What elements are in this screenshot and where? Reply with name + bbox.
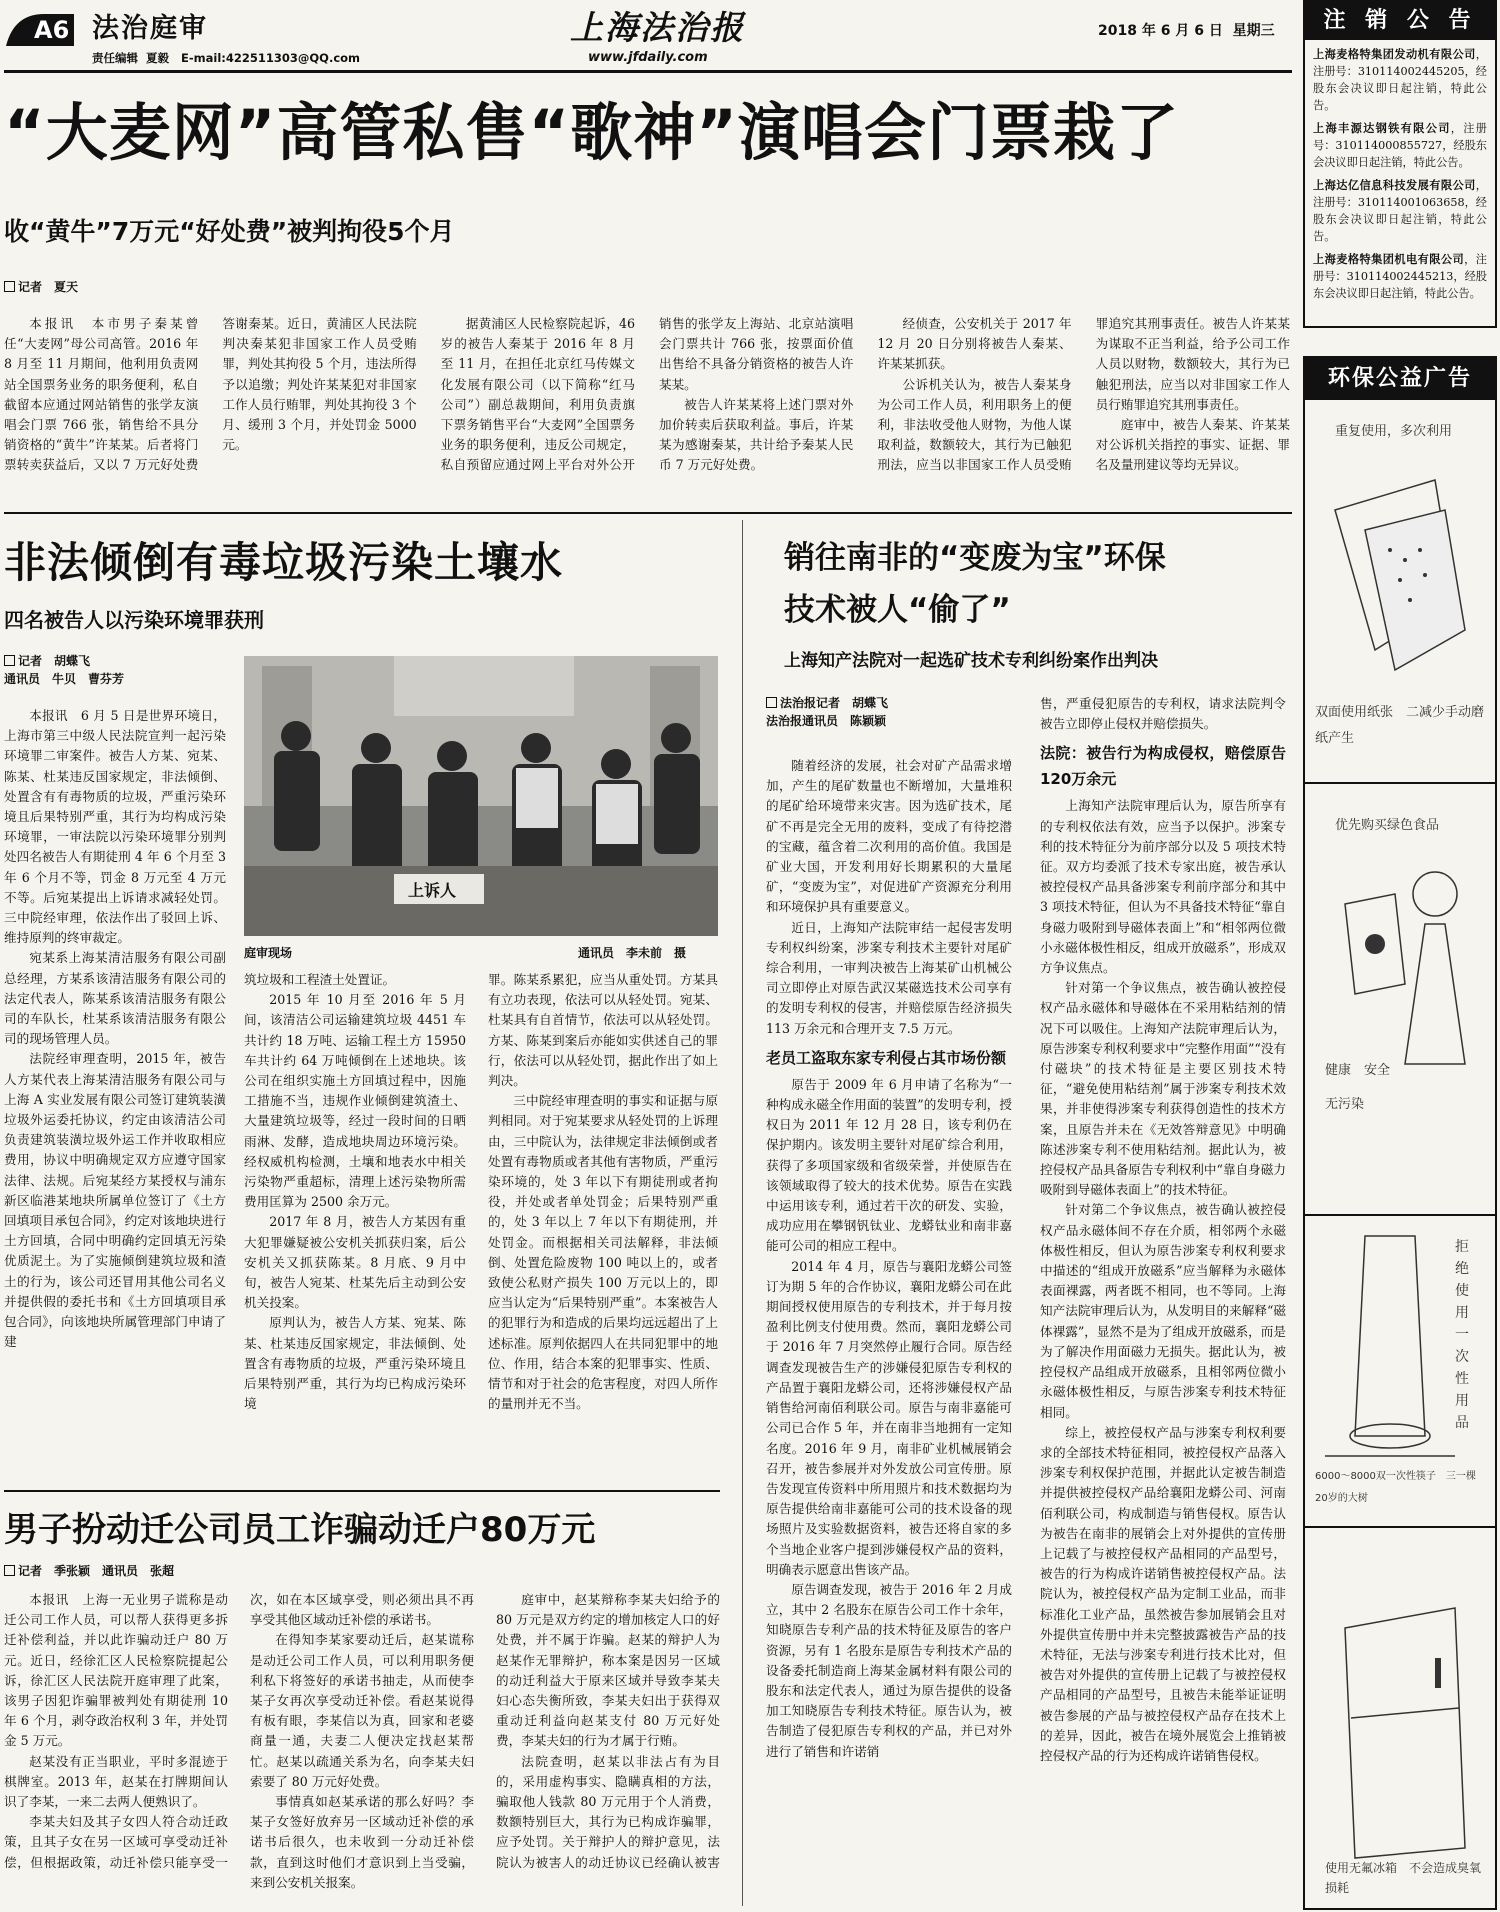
article4-paragraph: 事情真如赵某承诺的那么好吗？李某子女签好放弃另一区域动迁补偿的承诺书后很久，也未收到一分动迁补偿款，直到这时他们才意识到上当受骗，来到公安机关报案。 — [250, 1794, 474, 1890]
byline-box-icon — [766, 697, 777, 708]
article3-paragraph: 原告调查发现，被告于 2016 年 2 月成立，其中 2 名股东在原告公司工作十余年，知晓原告专利产品的技术特征及原告的客户资源，另有 1 名股东是原告专利技术产品的设备委托制造商上海某金属材料有限公司的股东和法定代表人，通过为原告提供的设备加工知晓原告专利技术特征。原告认为，被告制造了侵犯原告专利权的产品，并已对外进行了销售和许诺销 — [766, 1581, 1012, 1759]
article2-bottom-rule — [4, 1490, 720, 1492]
article4-paragraph: 法院查明，赵某以非法占有为目的，采用虚构事实、隐瞒真相的方法，骗取他人钱款 80 万元用于个人消费，数额特别巨大，其行为已构成诈骗罪，应予处罚。关于辩护人的辩护意见，法院认为被害人的动迁协议已经确认被害 — [496, 1753, 720, 1870]
article3-paragraph: 针对第一个争议焦点，被告确认被控侵权产品永磁体和导磁体在不采用粘结剂的情况下可以吸住。上海知产法院审理后认为，原告涉案专利权利要求中“完整作用面”“没有付磁块”的技术特征是主要区别技术特征，“避免使用粘结剂”属于涉案专利技术效果，并非使得涉案专利获得创造性的技术方案，且原告并未在《无效答辩意见》中明确陈述涉案专利不使用粘结剂。据此认为，被控侵权产品具备原告专利权利中“靠自身磁力吸附到导磁体表面上”的技术特征。 — [1040, 980, 1286, 1198]
ad-cell-bottom-text: 健康 安全 无污染 — [1325, 1063, 1404, 1112]
issue-date — [1098, 20, 1275, 40]
article3-byline2: 法治报通讯员 陈颖颖 — [766, 714, 887, 728]
weekday-text: 星期三 — [1232, 23, 1275, 39]
refrigerator-icon — [1305, 1528, 1495, 1908]
ad-cell-chopsticks — [1305, 1214, 1495, 1526]
article3-byline1 — [766, 694, 888, 712]
article2-subtitle: 四名被告人以污染环境罪获刑 — [4, 608, 264, 632]
notice-item — [1305, 120, 1495, 171]
article2-byline2: 通讯员 牛贝 曹芬芳 — [4, 672, 125, 686]
article1-bottom-rule — [4, 512, 1292, 514]
paper-logo: 上海法治报 — [570, 8, 745, 47]
page-number-badge — [4, 8, 76, 48]
article3-subhead2: 法院：被告行为构成侵权，赔偿原告120万余元 — [1040, 744, 1286, 789]
article1-p0: 本报讯 本市男子秦某曾任“大麦网”母公司高管。2016 年 8 月至 11 月期间，他利用负责网站全国票务业务的职务便利，私自截留本应通过网站销售的张学友演唱会门票 766 张，销售给不具分销资格的“黄牛”许某某。后者将门票转卖获益后，又以 7 万元好处费答谢秦某。近日，黄浦区人民法院判决秦某犯非国家工作人员受贿罪，判处其拘役 5 个月，违法所得予以追缴；判处许某某犯对非国家工作人员行贿罪，判处其拘役 3 个月、缓刑 3 个月，并处罚金 5000 元。 — [4, 316, 417, 473]
article2-byline1 — [4, 652, 124, 670]
article2-byline — [4, 652, 124, 688]
courtroom-photo — [244, 656, 718, 936]
notice-item — [1305, 46, 1495, 114]
article1-paragraph: 据黄浦区人民检察院起诉，46 岁的被告人秦某于 2016 年 8 月至 11 月，在担任北京红马传媒文化发展有限公司（以下简称“红马公司”）副总裁期间，利用负责旗下票务销售平台“大麦网”全国票务业务的职务便利，违反公司规定，私自预留应通过网上平台对外公开销售的张学友上海站、北京站演唱会门票共计 766 张，按票面价值出售给不具备分销资格的被告人许某某。 — [440, 316, 854, 473]
byline-box-icon — [4, 655, 15, 666]
notice-company: 上海麦格特集团机电有限公司 — [1313, 253, 1465, 266]
ad-cell-bottom-text: 6000～8000双一次性筷子 三一棵20岁的大树 — [1315, 1471, 1476, 1504]
notice-text: ，注册号：310114002445213，经股东会决议即日起注销，特此公告。 — [1313, 253, 1487, 300]
article2-byline1-text: 记者 胡蝶飞 — [18, 654, 91, 668]
article3-paragraph: 售，严重侵犯原告的专利权，请求法院判令被告立即停止侵权并赔偿损失。 — [1040, 696, 1286, 732]
page-number: A6 — [34, 16, 70, 44]
ad-cell-fridge — [1305, 1526, 1495, 1908]
photo-caption: 庭审现场 — [244, 946, 293, 960]
article1-paragraph — [4, 314, 417, 494]
article4-paragraph: 赵某没有正当职业，平时多混迹于棋牌室。2013 年，赵某在打牌期间认识了李某，一来二去两人便熟识了。 — [4, 1753, 228, 1810]
article1-title: “大麦网”高管私售“歌神”演唱会门票栽了 — [4, 96, 1179, 169]
article2-body-mid — [244, 970, 466, 1482]
article2-paragraph: 2015 年 10 月至 2016 年 5 月间，该清洁公司运输建筑垃圾 4451 车共计约 18 万吨、运输工程土方 15950 车共计约 64 万吨倾倒在上述地块。该公司在组织实施土方回填过程中，因施工措施不当，违规作业倾倒建筑渣土、大量建筑垃圾等，经过一段时间的日晒雨淋、发酵，造成地块周边环境污染。经权威机构检测，土壤和地表水中相关污染物严重超标，清理上述污染物所需费用匡算为 2500 余万元。 — [244, 992, 466, 1210]
article4-byline — [4, 1562, 174, 1580]
article2-paragraph: 本报讯 6 月 5 日是世界环境日，上海市第三中级人民法院宣判一起污染环境罪二审案件。被告人方某、宛某、陈某、杜某违反国家规定，非法倾倒、处置含有有毒物质的垃圾，严重污染环境且后果特别严重，其行为均构成污染环境罪，一审法院以污染环境罪分别判处四名被告人有期徒刑 4 年 6 个月至 3 年 6 个月不等，罚金 8 万元至 4 万元不等。后宛某提出上诉请求减轻处罚。三中院经审理，依法作出了驳回上诉、维持原判的终审裁定。 — [4, 708, 226, 946]
notice-company: 上海麦格特集团发动机有限公司 — [1313, 48, 1476, 61]
article1-paragraph: 被告人许某某将上述门票对外加价转卖后获取利益。事后，许某某为感谢秦某，共计给予秦某人民币 7 万元好处费。 — [658, 396, 854, 473]
article2-body-right — [488, 970, 718, 1482]
article2-title: 非法倾倒有毒垃圾污染土壤水 — [4, 538, 564, 587]
article3-title-line2: 技术被人“偷了” — [784, 592, 1011, 628]
ad-cell-food — [1305, 782, 1495, 1214]
notice-company: 上海丰源达钢铁有限公司 — [1313, 122, 1451, 135]
article2-paragraph: 2017 年 8 月，被告人方某因有重大犯罪嫌疑被公安机关抓获归案，后公安机关又抓获陈某。8 月底、9 月中旬，被告人宛某、杜某先后主动到公安机关投案。 — [244, 1214, 466, 1311]
article4-body — [4, 1590, 720, 1906]
byline-box-icon — [4, 1565, 15, 1576]
editor-name: 夏毅 — [146, 51, 170, 65]
article1-paragraph: 庭审中，被告人秦某、许某某对公诉机关指控的事实、证据、罪名及量刑建议等均无异议。 — [1095, 417, 1290, 473]
date-text: 2018 年 6 月 6 日 — [1098, 23, 1223, 39]
article3-paragraph: 上海知产法院审理后认为，原告所享有的专利权依法有效，应当予以保护。涉案专利的技术特征分为前序部分以及 5 项技术特征。双方均委派了技术专家出庭，被告承认被控侵权产品具备涉案专利前序部分和其中 3 项技术特征，但认为不具备技术特征“靠自身磁力吸附到导磁体表面上”和“相邻两位微小永磁体极性相反，组成开放磁系”，形成双方争议焦点。 — [1040, 798, 1286, 976]
article4-paragraph: 庭审中，赵某辩称李某夫妇给予的 80 万元是双方约定的增加核定人口的好处费，并不属于诈骗。赵某的辩护人为赵某作无罪辩护，称本案是因另一区域的动迁利益大于原来区域并导致李某夫妇心态失衡所致，李某夫妇出于获得双重动迁利益向赵某支付 80 万元好处费，李某夫妇的行为才属于行贿。 — [496, 1592, 720, 1749]
article3-title-line1: 销往南非的“变废为宝”环保 — [784, 540, 1166, 576]
article3-paragraph: 针对第二个争议焦点，被告确认被控侵权产品永磁体间不存在介质，相邻两个永磁体极性相反，但认为原告涉案专利权利要求中描述的“组成开放磁系”应当解释为永磁体表面裸露，两者既不相同，也不等同。上海知产法院审理后认为，从发明目的来解释“磁体裸露”，显然不是为了组成开放磁系，而是为了解决作用面磁力无损失。据此认为，被控侵权产品组成开放磁系，且相邻两位微小永磁体极性相反，与原告涉案专利技术特征相同。 — [1040, 1202, 1286, 1420]
article1-paragraph: 经侦查，公安机关于 2017 年 12 月 20 日分别将被告人秦某、许某某抓获。 — [877, 316, 1072, 372]
ad-cell-top-text: 优先购买绿色食品 — [1335, 818, 1440, 833]
cancellation-notice — [1303, 0, 1497, 328]
article3-paragraph: 随着经济的发展，社会对矿产品需求增加，产生的尾矿数量也不断增加，大量堆积的尾矿给环境带来灾害。因为选矿技术，尾矿不再是完全无用的废料，变成了有待挖潜的宝藏，蕴含着二次利用的高价值。我国是矿业大国，开发利用好长期累积的大量尾矿，“变废为宝”，对促进矿产资源充分利用和环境保护具有重要意义。 — [766, 758, 1012, 915]
article4-title: 男子扮动迁公司员工诈骗动迁户80万元 — [4, 1510, 596, 1550]
notice-text: ，注册号：310114002445205，经股东会决议即日起注销，特此公告。 — [1313, 48, 1487, 112]
editor-line — [92, 50, 360, 66]
article3-subtitle: 上海知产法院对一起选矿技术专利纠纷案作出判决 — [784, 651, 1158, 671]
notice-company: 上海达亿信息科技发展有限公司 — [1313, 179, 1476, 192]
article4-byline-text: 记者 季张颖 通讯员 张超 — [18, 1564, 175, 1578]
shopping-person-icon — [1305, 784, 1495, 1214]
article1-byline — [4, 278, 78, 296]
dock-sign: 上诉人 — [408, 881, 457, 900]
ad-cell-bottom-text: 双面使用纸张 二减少手动磨纸产生 — [1315, 705, 1485, 746]
photo-credit: 通讯员 李未前 摄 — [578, 946, 687, 960]
column-divider — [742, 520, 743, 1906]
article4-paragraph: 李某夫妇及其子女四人符合动迁政策，且其子女在另一区域可享受动迁补偿，但根据政策，动迁补偿只能享受一次，如在本区域享受，则必须出具不再享受其他区域动迁补偿的承诺书。 — [4, 1592, 474, 1870]
article2-paragraph: 法院经审理查明，2015 年，被告人方某代表上海某清洁服务有限公司与上海 A 实业发展有限公司签订建筑装潢垃圾外运委托协议，约定由该清洁公司负责建筑装潢垃圾外运工作并收取相应费用，协议中明确规定双方应遵守国家法律、法规。后宛某经方某授权与浦东新区临港某地块所属单位签订了《土方回填项目承包合同》，约定对该地块进行土方回填，合同中明确约定回填无污染优质泥土。为了实施倾倒建筑垃圾和渣土的行为，该公司还冒用其他公司名义并提供假的委托书和《土方回填项目承包合同》，向该地块所属管理部门申请了建 — [4, 1051, 226, 1350]
article1-byline-text: 记者 夏天 — [18, 280, 79, 294]
article4-paragraph: 在得知李某家要动迁后，赵某谎称是动迁公司工作人员，可以利用职务便利私下将签好的承诺书抽走，从而使李某子女再次享受动迁补偿。看赵某说得有板有眼，李某信以为真，回家和老婆商量一通，夫妻二人便决定找赵某帮忙。赵某以疏通关系为名，向李某夫妇索要了 80 万元好处费。 — [250, 1632, 474, 1789]
editor-label: 责任编辑 — [92, 51, 138, 65]
article2-paragraph: 罪。陈某系累犯，应当从重处罚。方某具有立功表现，依法可以从轻处罚。宛某、杜某具有自首情节，依法可以从轻处罚。方某、陈某到案后亦能如实供述自己的罪行，依法可以从轻处罚，据此作出了如上判决。 — [488, 972, 718, 1089]
article1-paragraph: 公诉机关认为，被告人秦某身为公司工作人员，利用职务上的便利，非法收受他人财物，为他人谋取利益，数额较大，其行为已触犯刑法，应当以非国家工作人员受贿罪追究其刑事责任。被告人许某某为谋取不正当利益，给予公司工作人员以财物，数额较大，其行为已触犯刑法，应当以对非国家工作人员行贿罪追究其刑事责任。 — [877, 316, 1290, 473]
article1-subtitle: 收“黄牛”7万元“好处费”被判拘役5个月 — [4, 217, 455, 246]
article2-paragraph: 筑垃圾和工程渣土处置证。 — [244, 972, 396, 987]
notice-item — [1305, 251, 1495, 302]
article1-body — [4, 314, 1290, 494]
notice-item — [1305, 177, 1495, 245]
ad-cell-paper — [1305, 400, 1495, 780]
ad-cell-top-text: 拒绝使用一次性用品 — [1455, 1239, 1469, 1431]
section-name: 法治庭审 — [92, 13, 208, 44]
masthead-rule — [4, 70, 1292, 73]
byline-box-icon — [4, 281, 15, 292]
ad-cell-top-text: 重复使用，多次利用 — [1335, 424, 1453, 439]
article3-paragraph: 原告于 2009 年 6 月申请了名称为“一种构成永磁全作用面的装置”的发明专利，授权日为 2011 年 12 月 28 日，该专利仍在保护期内。该发明主要针对尾矿综合利用，获得了多项国家级和省级荣誉，并使原告在该领域取得了较大的技术优势。原告在实践中运用该专利，通过若干次的研发、实验，成功应用在攀钢钒钛业、龙蟒钛业和南非嘉能可公司的相应工程中。 — [766, 1076, 1012, 1254]
article2-body-left — [4, 706, 226, 1486]
courtroom-photo-art — [244, 656, 718, 936]
article2-paragraph: 宛某系上海某清洁服务有限公司副总经理，方某系该清洁服务有限公司的法定代表人，陈某系该清洁服务有限公司的车队长，杜某系该清洁服务有限公司的现场管理人员。 — [4, 950, 226, 1047]
article4-paragraph: 本报讯 上海一无业男子谎称是动迁公司工作人员，可以帮人获得更多拆迁补偿利益，并以此诈骗动迁户 80 万元。近日，经徐汇区人民检察院提起公诉，徐汇区人民法院开庭审理了此案，该男子因犯诈骗罪被判处有期徒刑 10 年 6 个月，剥夺政治权利 3 年，并处罚金 5 万元。 — [4, 1592, 228, 1749]
notice-title: 注 销 公 告 — [1305, 2, 1495, 40]
editor-email: E-mail:422511303@QQ.com — [181, 51, 361, 65]
article3-body-a — [766, 756, 1012, 1906]
article3-byline1-text: 法治报记者 胡蝶飞 — [780, 696, 889, 710]
environmental-ad — [1303, 356, 1497, 1910]
article3-paragraph: 综上，被控侵权产品与涉案专利权利要求的全部技术特征相同，被控侵权产品落入涉案专利权保护范围，并据此认定被告制造并提供被控侵权产品给襄阳龙蟒公司、河南佰利联公司，构成制造与销售侵权。原告认为被告在南非的展销会上对外提供的宣传册上记载了与被控侵权产品相同的产品型号，被告的行为构成许诺销售被控侵权产品。法院认为，被控侵权产品为定制工业品，而非标准化工业产品，虽然被告参加展销会且对外提供宣传册中并未完整披露被告产品的技术特征，无法与涉案专利进行技术比对，但被告对外提供的宣传册上记载了与被控侵权产品相同的产品型号，且被告未能举证证明被告参展的产品与被控侵权产品存在技术上的差异，因此，被告在境外展览会上推销被控侵权产品的行为还构成许诺销售侵权。 — [1040, 1424, 1286, 1763]
article3-byline — [766, 694, 888, 730]
article3-subhead1: 老员工盗取东家专利侵占其市场份额 — [766, 1048, 1007, 1067]
ad-title: 环保公益广告 — [1305, 358, 1495, 400]
article3-paragraph: 近日，上海知产法院审结一起侵害发明专利权纠纷案，涉案专利技术主要针对尾矿综合利用，一审判决被告上海某矿山机械公司立即停止对原告武汉某磁选技术公司享有的发明专利权的侵害，并赔偿原告经济损失 113 万余元和合理开支 7.5 万元。 — [766, 919, 1012, 1036]
article3-paragraph: 2014 年 4 月，原告与襄阳龙蟒公司签订为期 5 年的合作协议，襄阳龙蟒公司在此期间授权使用原告的专利技术，并于每月按盈利比例支付使用费。然而，襄阳龙蟒公司于 2016 年 7 月突然停止履行合同。原告经调查发现被告生产的涉嫌侵犯原告专利权的产品置于襄阳龙蟒公司，还将涉嫌侵权产品销售给河南佰利联公司。原告与南非嘉能可公司已合作 5 年，并在南非当地拥有一定知名度。2016 年 9 月，南非矿业机械展销会召开，被告参展并对外发放公司宣传册。原告发现宣传资料中所用照片和技术数据均为原告提供给南非嘉能可公司的技术设备的现场照片及实验数据资料，被告还将自家的多个当地企业客户提到涉嫌侵权产品的资料，明确表示愿意出售该产品。 — [766, 1258, 1012, 1577]
ad-cell-bottom-text: 使用无氟冰箱 不会造成臭氧损耗 — [1325, 1861, 1482, 1895]
article2-paragraph: 原判认为，被告人方某、宛某、陈某、杜某违反国家规定，非法倾倒、处置含有毒物质的垃圾，严重污染环境且后果特别严重，其行为均已构成污染环境 — [244, 1315, 466, 1412]
paper-website: www.jfdaily.com — [588, 50, 708, 65]
notice-text: ，注册号：310114000855727，经股东会决议即日起注销，特此公告。 — [1313, 122, 1487, 169]
article3-body-b — [1040, 694, 1286, 1906]
notice-text: ，注册号：310114001063658，经股东会决议即日起注销，特此公告。 — [1313, 179, 1487, 243]
article2-paragraph: 三中院经审理查明的事实和证据与原判相同。对于宛某要求从轻处罚的上诉理由，三中院认为，法律规定非法倾倒或者处置有毒物质或者其他有害物质，严重污染环境的，处 3 年以下有期徒刑或者拘役，并处或者单处罚金；后果特别严重的，处 3 年以上 7 年以下有期徒刑，并处罚金。而根据相关司法解释，非法倾倒、处置危险废物 100 吨以上的，或者致使公私财产损失 100 万元以上的，即应当认定为“后果特别严重”。本案被告人的犯罪行为和造成的后果均远远超出了上述标准。原判依据四人在共同犯罪中的地位、作用，结合本案的犯罪事实、性质、情节和对于社会的危害程度，对四人所作的量刑并无不当。 — [488, 1093, 718, 1412]
